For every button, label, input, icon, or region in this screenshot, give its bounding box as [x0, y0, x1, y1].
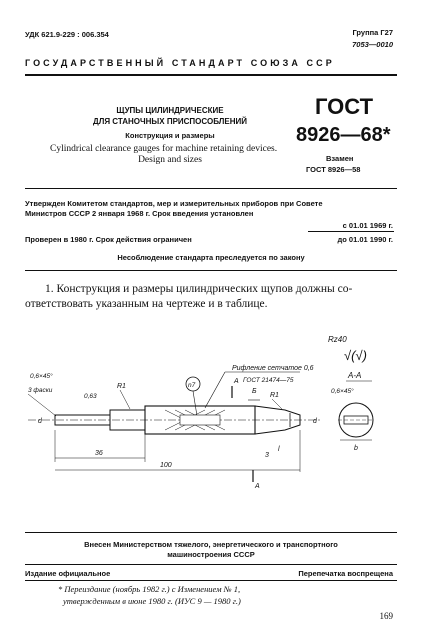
- section-a-bottom: А: [255, 483, 260, 490]
- facets-leader: [28, 394, 56, 416]
- footer-rule-top: [25, 532, 397, 533]
- approval-line2: Министров СССР 2 января 1968 г. Срок введения установлен: [25, 209, 254, 218]
- body-para1: 1. Конструкция и размеры цилиндрических щупов должны со-: [45, 283, 353, 295]
- standard-banner: ГОСУДАРСТВЕННЫЙ СТАНДАРТ СОЮЗА ССР: [25, 58, 335, 68]
- title-line1: ЩУПЫ ЦИЛИНДРИЧЕСКИЕ: [116, 106, 224, 115]
- footer-rule-bottom: [25, 580, 397, 581]
- group-code: Группа Г27: [352, 28, 393, 37]
- to-date: до 01.01 1990 г.: [337, 235, 393, 244]
- title-english1: Cylindrical clearance gauges for machine retaining devices.: [50, 144, 278, 154]
- n7-label: n7: [188, 382, 196, 389]
- gost-number: 8926—68*: [296, 124, 391, 146]
- gauge-drawing: [0, 320, 421, 525]
- date-rule: [308, 231, 394, 232]
- d-right: d: [313, 418, 317, 425]
- section-a-top: А: [234, 378, 239, 385]
- r1-right: R1: [270, 392, 279, 399]
- dim-b: b: [354, 445, 358, 452]
- header-rule: [25, 74, 397, 76]
- udk-code: УДК 621.9-229 : 006.354: [25, 30, 109, 39]
- dim-36: 36: [95, 450, 103, 457]
- dim-100: 100: [160, 462, 172, 469]
- reissue-note1: * Переиздание (ноябрь 1982 г.) с Изменением № 1,: [58, 584, 241, 594]
- introduced-line2: машиностроения СССР: [167, 550, 255, 559]
- title-subtitle: Конструкция и размеры: [125, 131, 215, 140]
- dim-3: 3: [265, 452, 269, 459]
- section-b: Б: [252, 388, 257, 395]
- title-rule: [25, 188, 397, 189]
- checked-line: Проверен в 1980 г. Срок действия ограничен: [25, 235, 192, 244]
- d-left: d: [38, 418, 42, 425]
- chamfer2-label: 0,6×45°: [331, 388, 354, 395]
- roughness-mark: √(√): [344, 348, 367, 363]
- page-number: 169: [379, 611, 393, 621]
- body-para2: ответствовать указанным на чертеже и в таблице.: [25, 298, 268, 310]
- approval-line1: Утвержден Комитетом стандартов, мер и измерительных приборов при Совете: [25, 199, 323, 208]
- marking-area: [180, 415, 220, 425]
- replaces-label: Взамен: [326, 154, 354, 163]
- approval-rule: [25, 270, 397, 271]
- knurl-leader: [205, 372, 225, 408]
- official-edition: Издание официальное: [25, 569, 111, 578]
- from-date: с 01.01 1969 г.: [342, 221, 393, 230]
- introduced-line1: Внесен Министерством тяжелого, энергетического и транспортного: [84, 540, 338, 549]
- label-063: 0,63: [84, 393, 97, 400]
- replaces-gost: ГОСТ 8926—58: [306, 165, 361, 174]
- footer-rule-mid: [25, 564, 397, 565]
- reissue-note2: утвержденным в июне 1980 г. (ИУС 9 — 1980 г.): [63, 596, 241, 606]
- chamfer1-label: 0,6×45°: [30, 373, 53, 380]
- penalty-note: Несоблюдение стандарта преследуется по закону: [117, 253, 305, 262]
- facets-label: 3 фаски: [28, 387, 53, 394]
- reprint-notice: Перепечатка воспрещена: [298, 569, 393, 578]
- roughness-label: Rz40: [328, 335, 347, 344]
- n7-leader: [193, 391, 197, 416]
- knurl-std: ГОСТ 21474—75: [243, 377, 294, 384]
- doc-code: 7053—0010: [352, 40, 393, 49]
- gost-label: ГОСТ: [315, 94, 374, 119]
- section-aa-title: А-А: [348, 371, 362, 380]
- knurl-note: Рифление сетчатое 0,6: [232, 365, 314, 372]
- title-line2: ДЛЯ СТАНОЧНЫХ ПРИСПОСОБЛЕНИЙ: [93, 117, 247, 126]
- r1-right-leader: [272, 399, 282, 409]
- dim-l: l: [278, 446, 280, 453]
- title-english2: Design and sizes: [138, 155, 202, 165]
- r1-left: R1: [117, 383, 126, 390]
- r1-left-leader: [120, 390, 130, 409]
